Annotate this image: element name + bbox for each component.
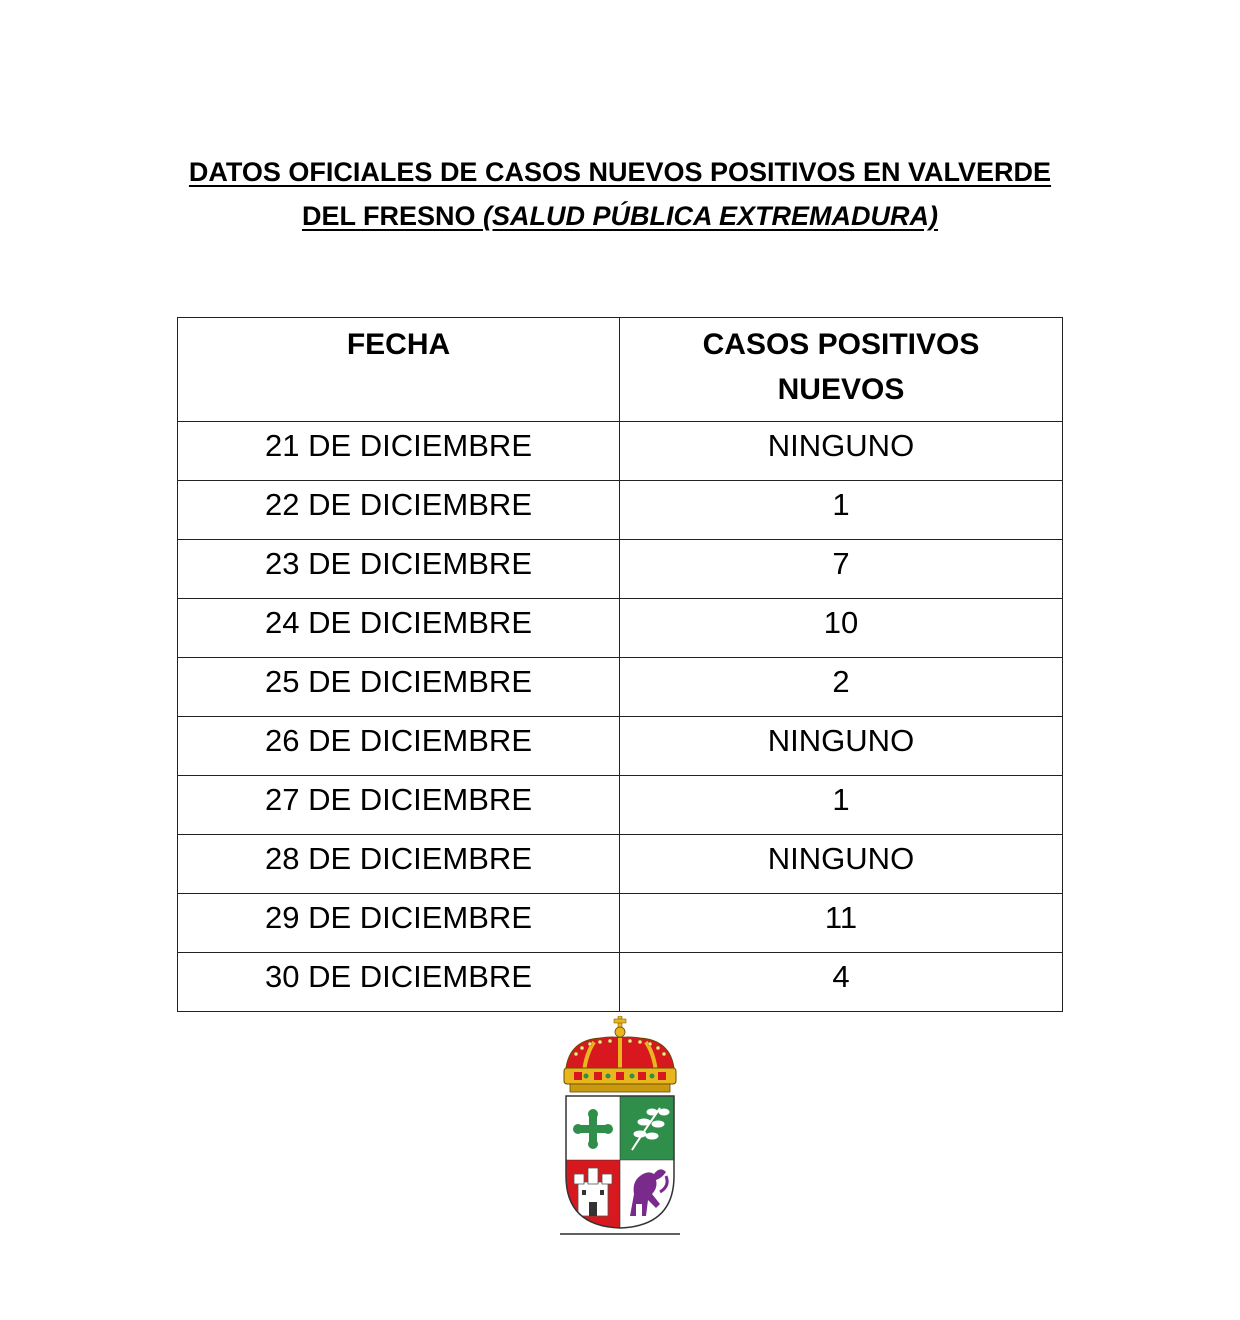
title-line-1: DATOS OFICIALES DE CASOS NUEVOS POSITIVOS EN VALVERDE: [188, 157, 1052, 187]
municipal-coat-of-arms-icon: [556, 1016, 684, 1238]
table-header-row: [178, 318, 1063, 422]
cases-cell: 1: [620, 776, 1063, 835]
castle-icon: [574, 1168, 612, 1216]
table-row: [178, 776, 1063, 835]
table-row: [178, 540, 1063, 599]
cases-cell: 11: [620, 894, 1063, 953]
cases-cell: 10: [620, 599, 1063, 658]
table-row: [178, 953, 1063, 1012]
date-cell: 28 DE DICIEMBRE: [178, 835, 620, 894]
table-row: [178, 481, 1063, 540]
date-cell: 27 DE DICIEMBRE: [178, 776, 620, 835]
crown-cross-icon: [614, 1016, 626, 1037]
document-title: [160, 150, 1080, 238]
date-cell: 29 DE DICIEMBRE: [178, 894, 620, 953]
cases-cell: 1: [620, 481, 1063, 540]
title-line-2-main: DEL FRESNO: [301, 201, 484, 231]
date-cell: 30 DE DICIEMBRE: [178, 953, 620, 1012]
date-cell: 21 DE DICIEMBRE: [178, 422, 620, 481]
table-row: [178, 717, 1063, 776]
cases-cell: NINGUNO: [620, 422, 1063, 481]
table-row: [178, 658, 1063, 717]
cases-cell: 4: [620, 953, 1063, 1012]
crown-icon: [564, 1037, 676, 1092]
date-cell: 23 DE DICIEMBRE: [178, 540, 620, 599]
cases-cell: NINGUNO: [620, 835, 1063, 894]
date-cell: 24 DE DICIEMBRE: [178, 599, 620, 658]
cases-table: [177, 317, 1063, 1012]
header-cases-line2: NUEVOS: [777, 373, 905, 406]
cases-cell: NINGUNO: [620, 717, 1063, 776]
table-row: [178, 894, 1063, 953]
table-row: [178, 422, 1063, 481]
table-row: [178, 599, 1063, 658]
date-cell: 25 DE DICIEMBRE: [178, 658, 620, 717]
table-row: [178, 835, 1063, 894]
cases-cell: 2: [620, 658, 1063, 717]
header-cases-line1: CASOS POSITIVOS: [702, 328, 980, 361]
header-date: FECHA: [178, 318, 620, 422]
header-cases: [620, 318, 1063, 422]
date-cell: 22 DE DICIEMBRE: [178, 481, 620, 540]
cases-cell: 7: [620, 540, 1063, 599]
title-source: (SALUD PÚBLICA EXTREMADURA): [483, 201, 938, 231]
date-cell: 26 DE DICIEMBRE: [178, 717, 620, 776]
title-line-2: [160, 194, 1080, 238]
